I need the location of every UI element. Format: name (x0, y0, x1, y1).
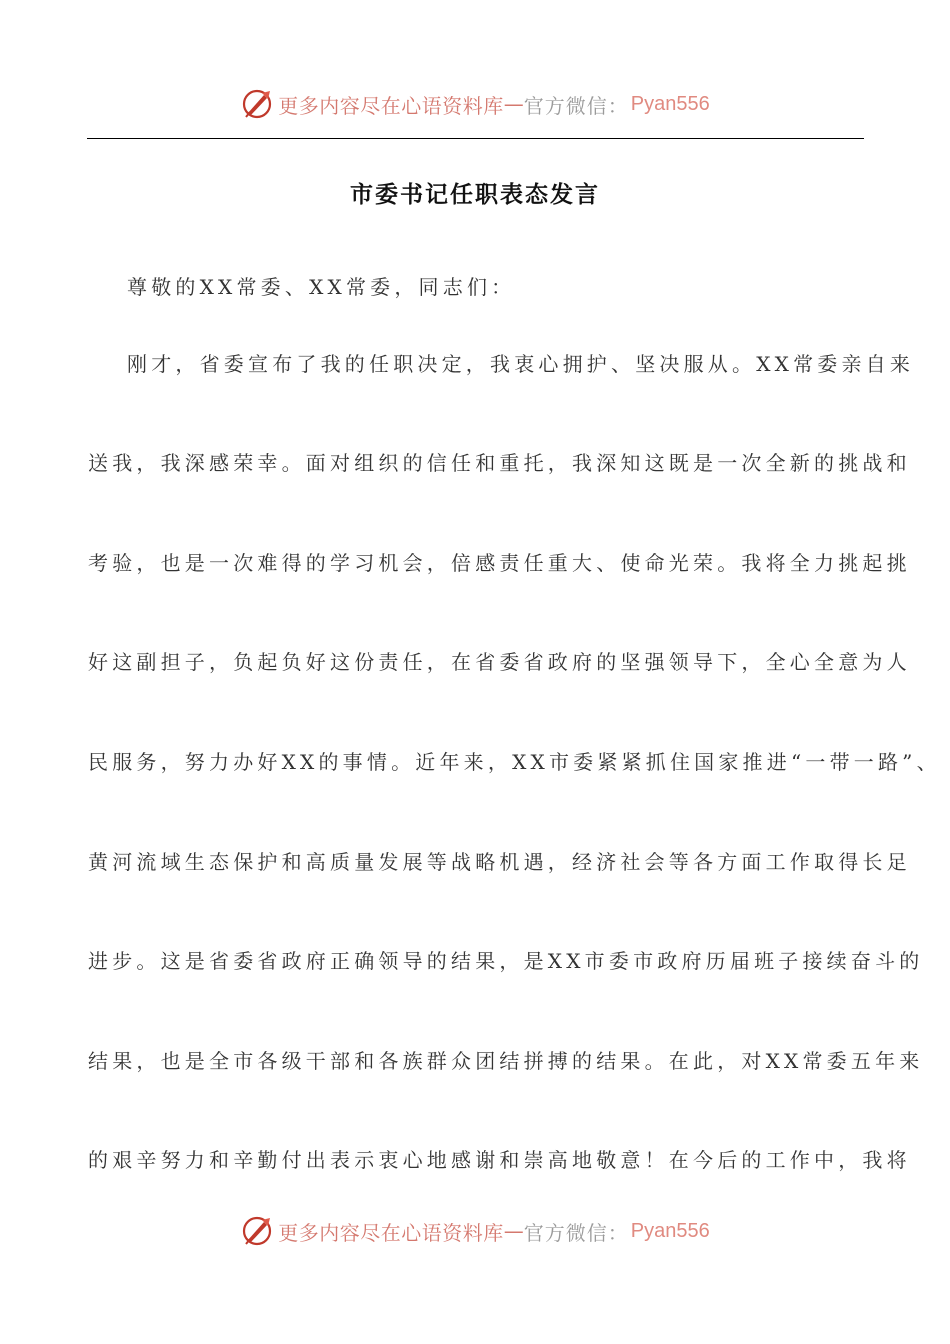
watermark-wechat-label: 官方微信： (523, 93, 629, 118)
body-line-1: 刚才，省委宣布了我的任职决定，我衷心拥护、坚决服从。XX常委亲自来 (127, 352, 915, 376)
body-line-2: 送我，我深感荣幸。面对组织的信任和重托，我深知这既是一次全新的挑战和 (88, 451, 911, 475)
watermark-wechat-label: 官方微信： (523, 1220, 629, 1245)
body-line-6: 黄河流域生态保护和高质量发展等战略机遇，经济社会等各方面工作取得长足 (88, 850, 911, 874)
body-line-8: 结果，也是全市各级干部和各族群众团结拼搏的结果。在此，对XX常委五年来 (88, 1049, 924, 1073)
watermark-dash: — (503, 1219, 524, 1243)
body-line-9: 的艰辛努力和辛勤付出表示衷心地感谢和崇高地敬意！在今后的工作中，我将 (88, 1148, 911, 1172)
document-title: 市委书记任职表态发言 (350, 181, 600, 208)
watermark-banner-bottom (0, 1211, 950, 1251)
watermark-banner-top (0, 84, 950, 124)
body-line-5: 民服务，努力办好XX的事情。近年来，XX市委紧紧抓住国家推进“一带一路”、 (88, 750, 941, 774)
watermark-wechat-id: Pyan556 (630, 92, 710, 115)
watermark-dash: — (503, 92, 524, 116)
body-line-4: 好这副担子，负起负好这份责任，在省委省政府的坚强领导下，全心全意为人 (88, 650, 911, 674)
salutation-line: 尊敬的XX常委、XX常委，同志们： (127, 275, 516, 299)
header-rule-divider (87, 138, 864, 139)
watermark-wechat-id: Pyan556 (630, 1219, 710, 1242)
body-line-7: 进步。这是省委省政府正确领导的结果，是XX市委市政府历届班子接续奋斗的 (88, 949, 924, 973)
watermark-brand-text: 更多内容尽在心语资料库 (278, 93, 504, 118)
body-line-3: 考验，也是一次难得的学习机会，倍感责任重大、使命光荣。我将全力挑起挑 (88, 551, 911, 575)
quill-pen-logo-icon (240, 1214, 274, 1248)
watermark-brand-text: 更多内容尽在心语资料库 (278, 1220, 504, 1245)
quill-pen-logo-icon (240, 87, 274, 121)
